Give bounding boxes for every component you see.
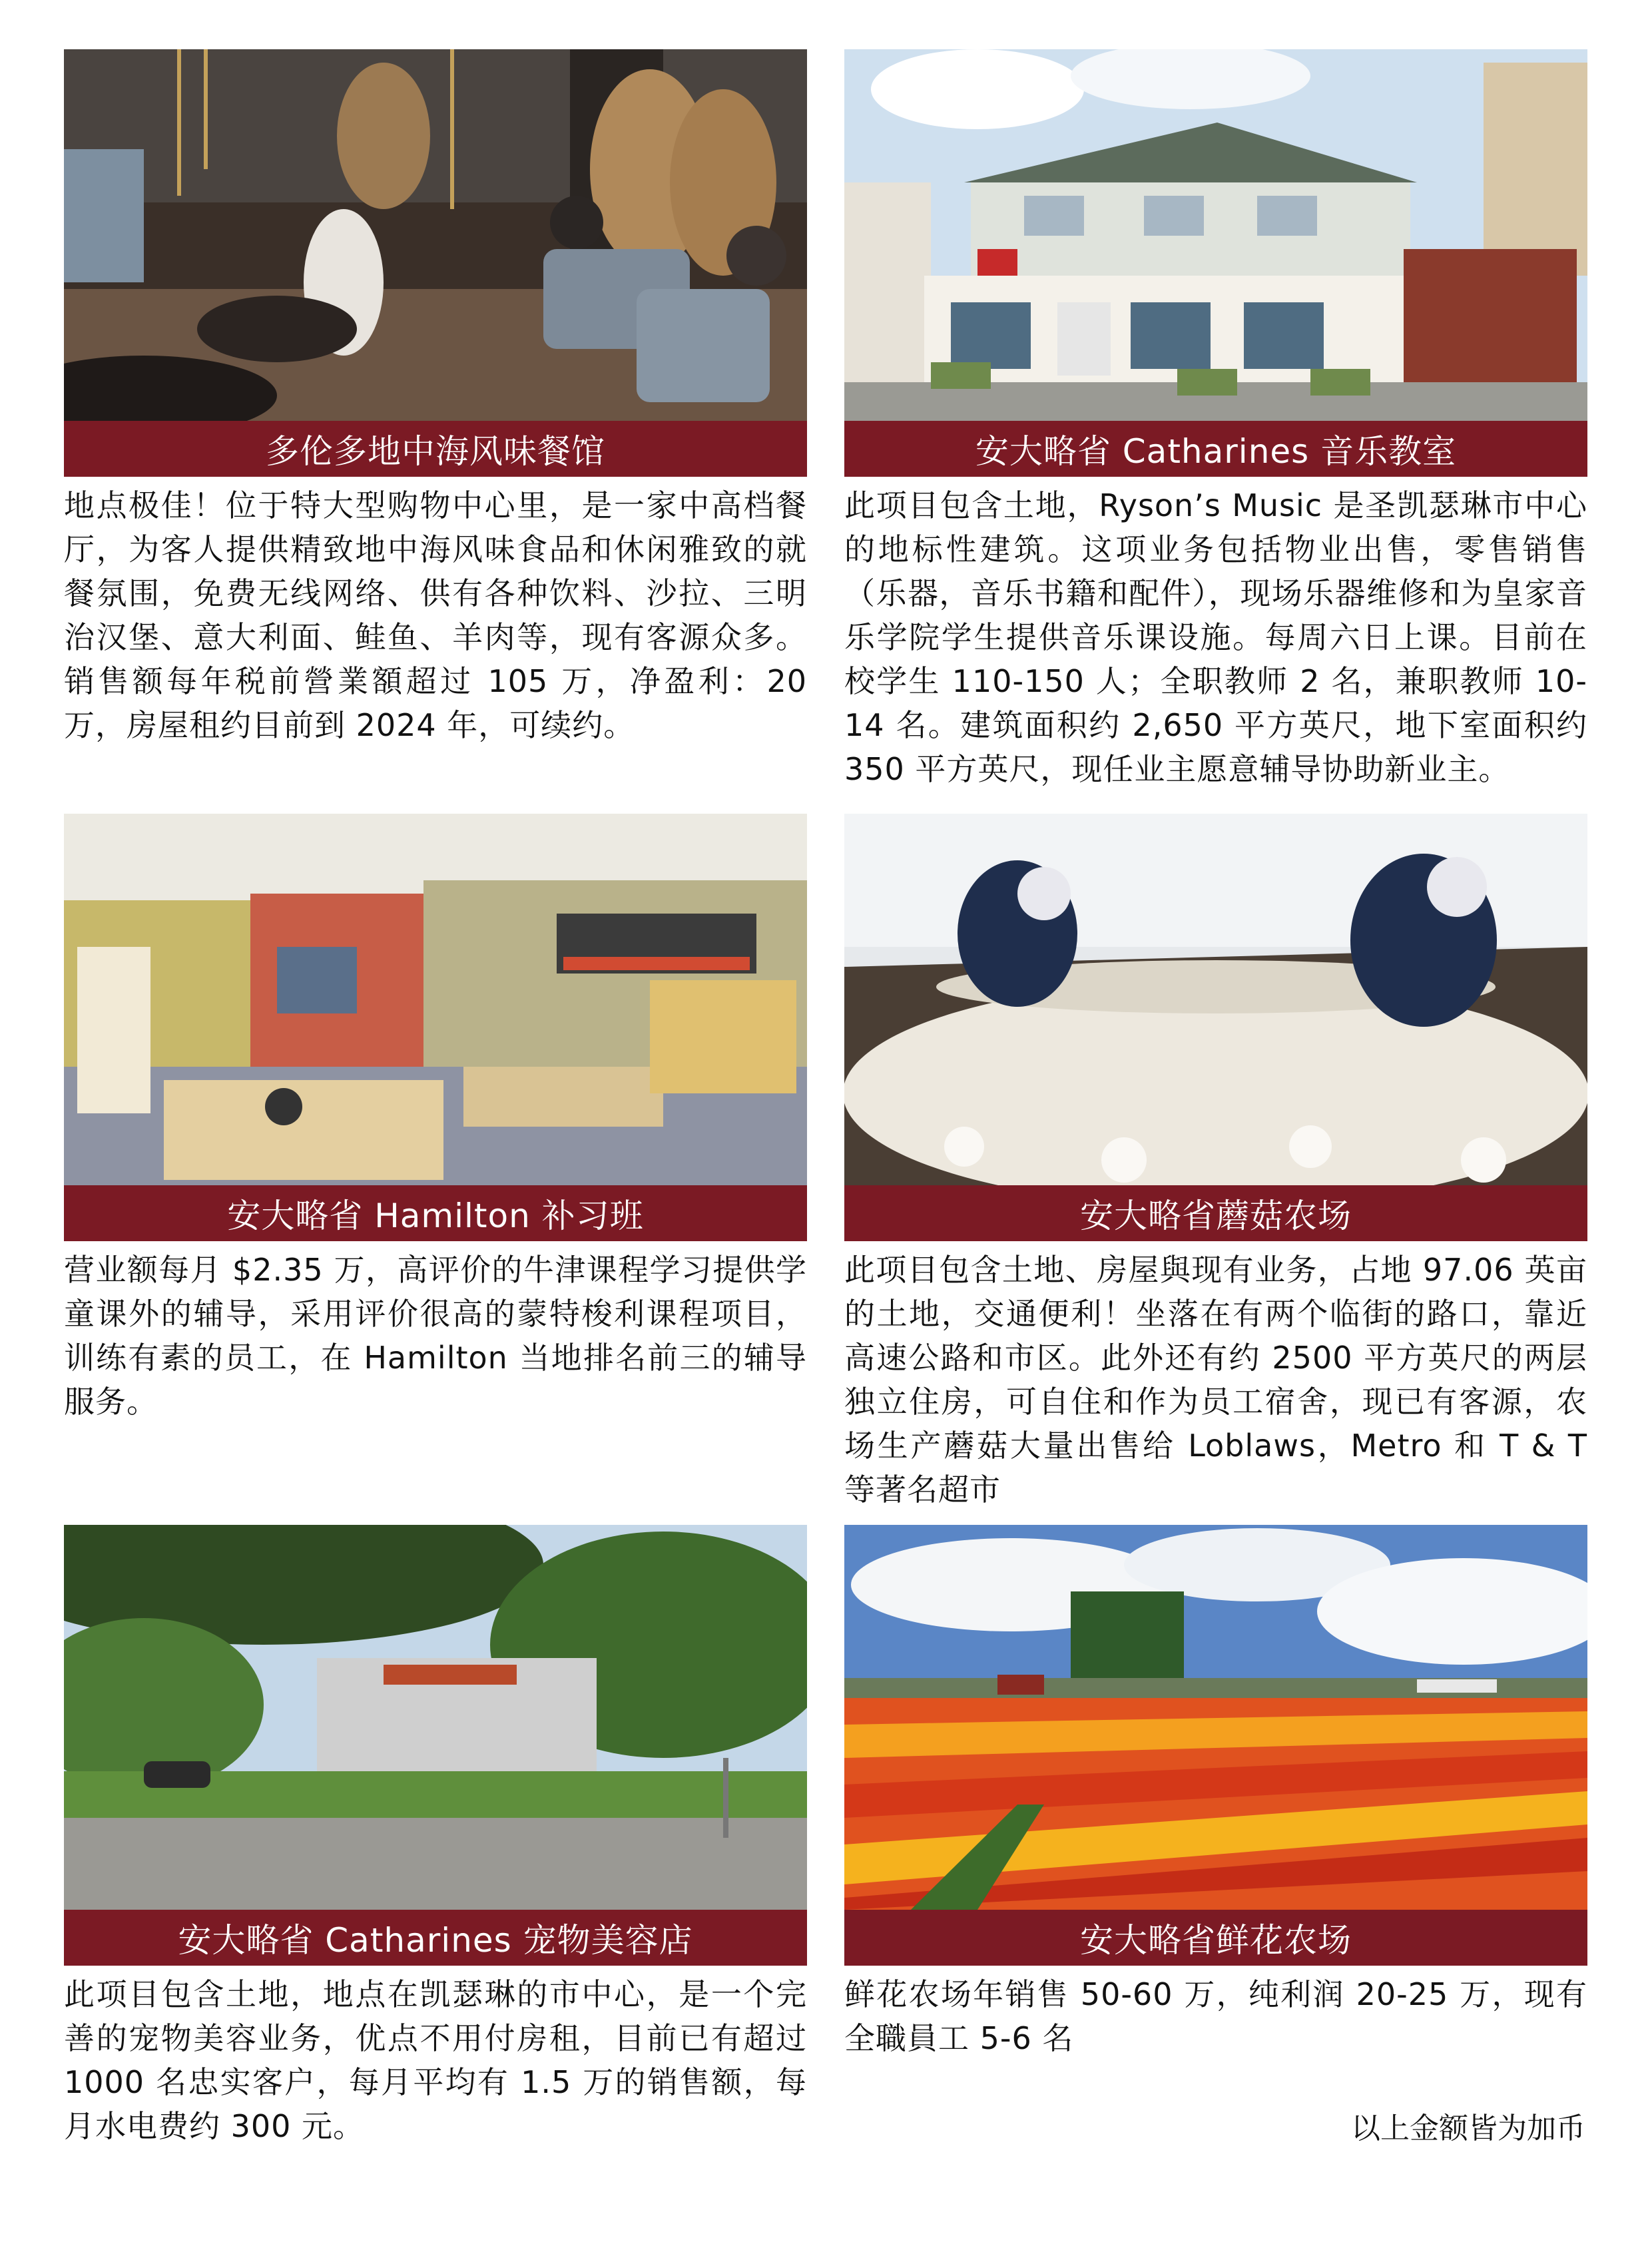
listing-title: 安大略省鲜花农场 — [844, 1910, 1587, 1966]
listing-description: 营业额每月 $2.35 万，高评价的牛津课程学习提供学童课外的辅导，采用评价很高的蒙特梭利课程项目，训练有素的员工，在 Hamilton 当地排名前三的辅导服务。 — [64, 1252, 807, 1420]
restaurant-photo — [64, 49, 807, 421]
listing-card-restaurant — [64, 49, 807, 747]
tutoring-photo — [64, 814, 807, 1185]
listing-description: 鲜花农场年销售 50-60 万，纯利润 20-25 万，现有全職員工 5-6 名 — [844, 1976, 1587, 2056]
listing-description: 地点极佳！位于特大型购物中心里，是一家中高档餐厅，为客人提供精致地中海风味食品和休闲雅致的就餐氛围，免费无线网络、供有各种饮料、沙拉、三明治汉堡、意大利面、鲑鱼、羊肉等，现有客源众多。销售额每年税前營業額超过 105 万，净盈利：20 万，房屋租约目前到 2024 年，可续约。 — [64, 487, 807, 743]
listing-card-music-school — [844, 49, 1587, 791]
listing-card-tutoring — [64, 814, 807, 1424]
listing-description: 此项目包含土地、房屋與现有业务，占地 97.06 英亩的土地，交通便利！坐落在有两个临街的路口，靠近高速公路和市区。此外还有约 2500 平方英尺的两层独立住房，可自住和作为员工宿舍，现已有客源，农场生产蘑菇大量出售给 Loblaws，Metro 和 T & T 等著名超市 — [844, 1252, 1587, 1508]
listing-title: 安大略省 Hamilton 补习班 — [64, 1185, 807, 1241]
listing-title: 安大略省 Catharines 宠物美容店 — [64, 1910, 807, 1966]
listing-description: 此项目包含土地，Ryson’s Music 是圣凯瑟琳市中心的地标性建筑。这项业务包括物业出售，零售销售（乐器，音乐书籍和配件），现场乐器维修和为皇家音乐学院学生提供音乐课设施。每周六日上课。目前在校学生 110-150 人；全职教师 2 名，兼职教师 10-14 名。建筑面积约 2,650 平方英尺，地下室面积约 350 平方英尺，现任业主愿意辅导协助新业主。 — [844, 487, 1587, 787]
pet-grooming-photo — [64, 1525, 807, 1910]
music-school-photo — [844, 49, 1587, 421]
flower-farm-photo — [844, 1525, 1587, 1910]
listing-card-mushroom-farm — [844, 814, 1587, 1512]
listing-title: 安大略省 Catharines 音乐教室 — [844, 421, 1587, 477]
currency-footnote: 以上金额皆为加币 — [1351, 2111, 1585, 2145]
listing-description: 此项目包含土地，地点在凯瑟琳的市中心，是一个完善的宠物美容业务，优点不用付房租，目前已有超过 1000 名忠实客户，每月平均有 1.5 万的销售额，每月水电费约 300 元。 — [64, 1976, 807, 2144]
listing-title: 多伦多地中海风味餐馆 — [64, 421, 807, 477]
listing-title: 安大略省蘑菇农场 — [844, 1185, 1587, 1241]
listing-card-pet-grooming — [64, 1525, 807, 2148]
mushroom-farm-photo — [844, 814, 1587, 1185]
listing-card-flower-farm — [844, 1525, 1587, 2060]
